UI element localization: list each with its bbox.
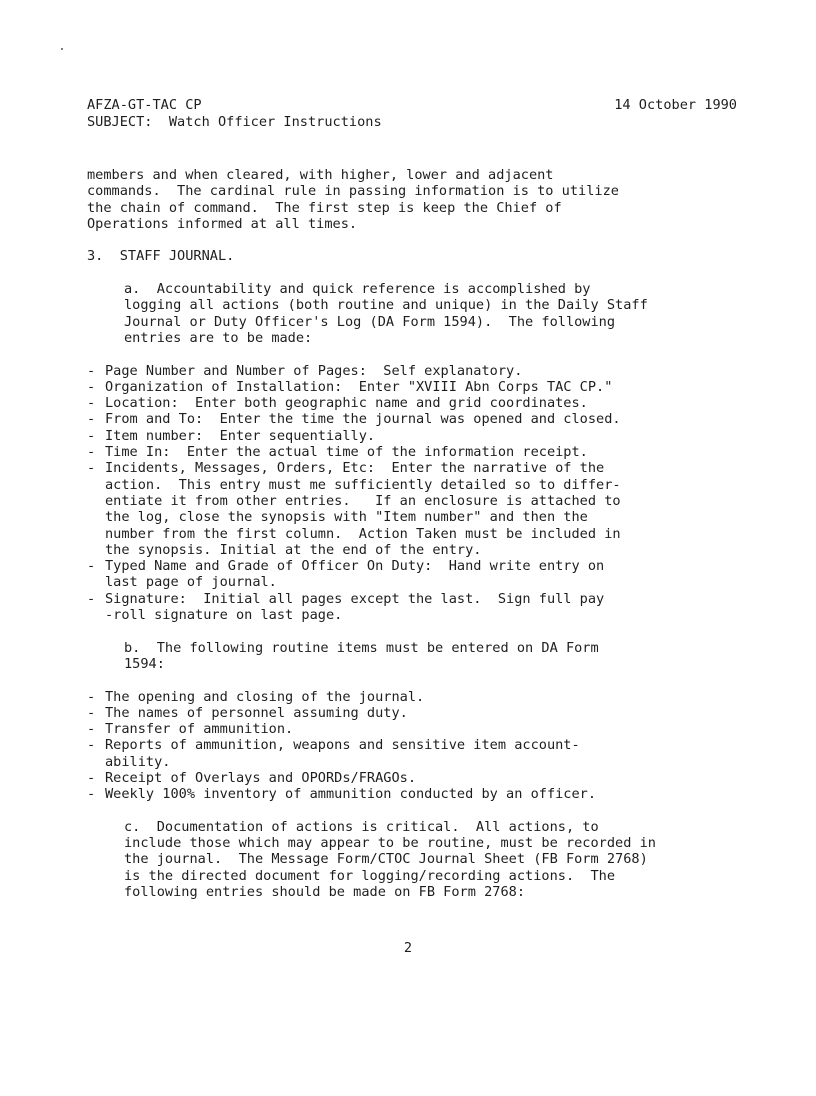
- routine-items-list: [87, 689, 747, 803]
- list-item: - The opening and closing of the journal.: [87, 689, 747, 705]
- list-item: - The names of personnel assuming duty.: [87, 705, 747, 721]
- office-symbol: AFZA-GT-TAC CP: [87, 97, 202, 113]
- paragraph-b: b. The following routine items must be entered on DA Form 1594:: [124, 639, 599, 672]
- list-item: - Incidents, Messages, Orders, Etc: Enter the narrative of the action. This entry must me sufficiently detailed so to differ- entiate it from other entries. If an enclosure is attached to the log, close the synopsis with "Item number" and then the number from the first column. Action Taken must be included in the synopsis. Initial at the end of the entry.: [87, 460, 747, 558]
- list-item: - Weekly 100% inventory of ammunition conducted by an officer.: [87, 786, 747, 802]
- list-item: - Time In: Enter the actual time of the information receipt.: [87, 444, 747, 460]
- list-item: - From and To: Enter the time the journal was opened and closed.: [87, 411, 747, 427]
- section-heading: 3. STAFF JOURNAL.: [87, 248, 235, 265]
- list-item: - Signature: Initial all pages except the last. Sign full pay -roll signature on last page.: [87, 591, 747, 624]
- memo-body: [87, 167, 747, 900]
- memo-date: 14 October 1990: [614, 97, 737, 113]
- list-item: - Receipt of Overlays and OPORDs/FRAGOs.: [87, 770, 747, 786]
- memo-subject: SUBJECT: Watch Officer Instructions: [87, 114, 382, 130]
- page-number: 2: [403, 940, 413, 956]
- memo-header: [87, 97, 737, 131]
- list-item: - Page Number and Number of Pages: Self explanatory.: [87, 363, 747, 379]
- paragraph-c: c. Documentation of actions is critical. All actions, to include those which may appear to be routine, must be recorded in the journal. The Message Form/CTOC Journal Sheet (FB Form 2768) is the directed document for logging/recording actions. The following entries should be made on FB Form 2768:: [124, 818, 656, 901]
- list-item: - Organization of Installation: Enter "XVIII Abn Corps TAC CP.": [87, 379, 747, 395]
- paragraph-a: a. Accountability and quick reference is accomplished by logging all actions (both routine and unique) in the Daily Staff Journal or Duty Officer's Log (DA Form 1594). The following entries are to be made:: [124, 281, 648, 346]
- list-item: - Transfer of ammunition.: [87, 721, 747, 737]
- list-item: - Typed Name and Grade of Officer On Duty: Hand write entry on last page of journal.: [87, 558, 747, 591]
- list-item: - Item number: Enter sequentially.: [87, 428, 747, 444]
- journal-entries-list: [87, 363, 747, 624]
- list-item: - Location: Enter both geographic name and grid coordinates.: [87, 395, 747, 411]
- scan-speck: [61, 48, 63, 50]
- intro-paragraph: members and when cleared, with higher, lower and adjacent commands. The cardinal rule in passing information is to utilize the chain of command. The first step is keep the Chief of Operations informed at all times.: [87, 167, 619, 232]
- list-item: - Reports of ammunition, weapons and sensitive item account- ability.: [87, 737, 747, 770]
